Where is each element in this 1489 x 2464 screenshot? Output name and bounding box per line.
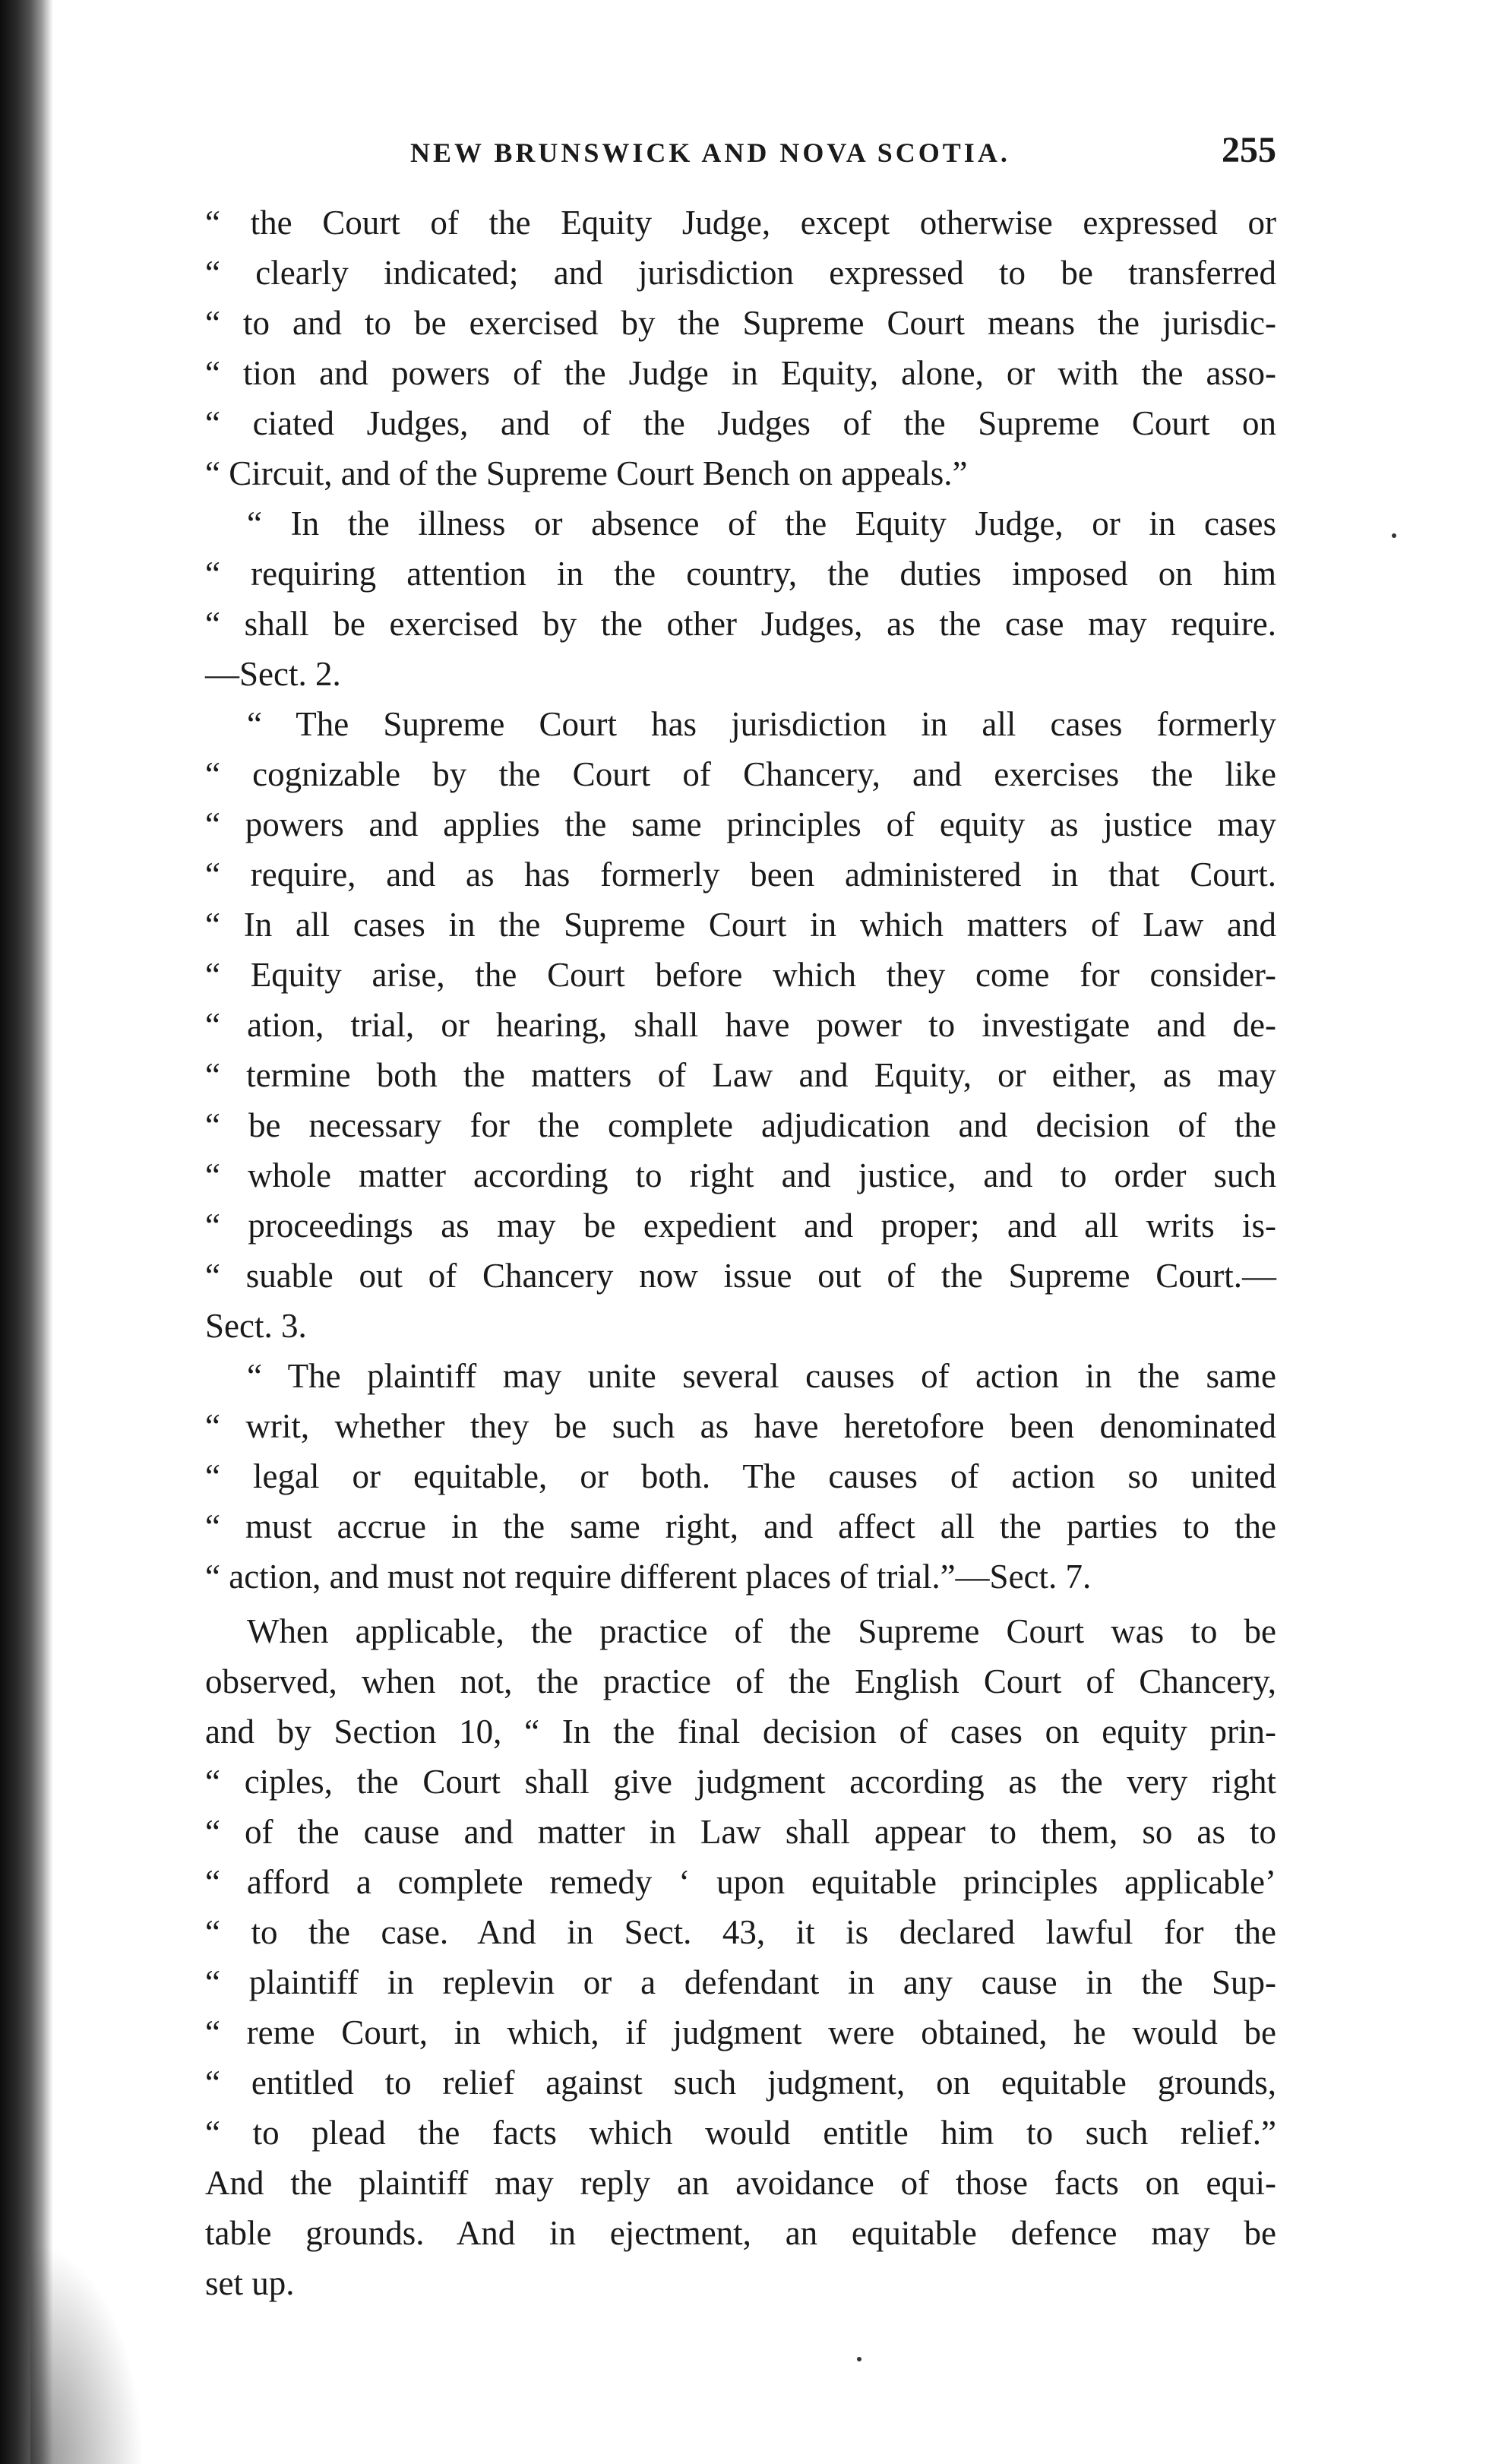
paragraph-1 [205, 198, 1276, 498]
binding-shadow [30, 2241, 144, 2464]
text-line: “ clearly indicated; and jurisdiction expressed to be transferred [205, 254, 1276, 292]
text-line: “ ation, trial, or hearing, shall have power to investigate and de- [205, 1006, 1276, 1044]
text-line: “ reme Court, in which, if judgment were obtained, he would be [205, 2013, 1276, 2051]
text-line: “ the Court of the Equity Judge, except otherwise expressed or [205, 204, 1276, 242]
text-line: “ Equity arise, the Court before which they come for consider- [205, 956, 1276, 994]
book-page [205, 114, 1276, 2308]
text-line: “ In all cases in the Supreme Court in which matters of Law and [205, 906, 1276, 944]
text-line: And the plaintiff may reply an avoidance of those facts on equi- [205, 2164, 1276, 2202]
text-line: “ entitled to relief against such judgment, on equitable grounds, [205, 2064, 1276, 2102]
text-line: “ legal or equitable, or both. The causes of action so united [205, 1457, 1276, 1495]
ink-speck [1392, 533, 1396, 538]
page-number: 255 [1222, 130, 1276, 170]
text-line: table grounds. And in ejectment, an equitable defence may be [205, 2214, 1276, 2252]
paragraph-3 [205, 699, 1276, 1351]
text-line: “ action, and must not require different places of trial.”—Sect. 7. [205, 1558, 1092, 1596]
text-line: “ writ, whether they be such as have heretofore been denominated [205, 1407, 1276, 1445]
text-line: “ to plead the facts which would entitle him to such relief.” [205, 2114, 1276, 2152]
text-line: “ The Supreme Court has jurisdiction in all cases formerly [247, 705, 1276, 743]
ink-speck [857, 2357, 861, 2361]
text-line: “ Circuit, and of the Supreme Court Bench on appeals.” [205, 454, 968, 492]
text-line: “ whole matter according to right and justice, and to order such [205, 1156, 1276, 1194]
text-line: “ termine both the matters of Law and Equity, or either, as may [205, 1056, 1276, 1094]
paragraph-4 [205, 1351, 1276, 1602]
text-line: “ powers and applies the same principles of equity as justice may [205, 805, 1276, 843]
text-line: set up. [205, 2264, 295, 2302]
text-line: “ be necessary for the complete adjudication and decision of the [205, 1106, 1276, 1144]
text-line: “ proceedings as may be expedient and proper; and all writs is- [205, 1207, 1276, 1245]
text-line: “ shall be exercised by the other Judges, as the case may require. [205, 605, 1276, 643]
text-line: “ ciples, the Court shall give judgment according as the very right [205, 1763, 1276, 1801]
text-line: observed, when not, the practice of the English Court of Chancery, [205, 1662, 1276, 1700]
text-line: “ afford a complete remedy ‘ upon equitable principles applicable’ [205, 1863, 1276, 1901]
text-line: Sect. 3. [205, 1307, 307, 1345]
text-line: “ to and to be exercised by the Supreme Court means the jurisdic- [205, 304, 1276, 342]
text-line: “ suable out of Chancery now issue out of the Supreme Court.— [205, 1257, 1276, 1295]
running-head [205, 114, 1276, 198]
text-line: “ of the cause and matter in Law shall appear to them, so as to [205, 1813, 1276, 1851]
text-line: —Sect. 2. [205, 655, 341, 693]
paragraph-2 [205, 498, 1276, 699]
text-line: “ requiring attention in the country, the duties imposed on him [205, 555, 1276, 593]
text-line: “ to the case. And in Sect. 43, it is declared lawful for the [205, 1913, 1276, 1951]
text-line: and by Section 10, “ In the final decision of cases on equity prin- [205, 1713, 1276, 1751]
book-binding-edge [0, 0, 53, 2464]
text-line: “ cognizable by the Court of Chancery, and exercises the like [205, 755, 1276, 793]
text-line: “ ciated Judges, and of the Judges of the Supreme Court on [205, 404, 1276, 442]
text-line: “ must accrue in the same right, and affect all the parties to the [205, 1507, 1276, 1545]
text-line: “ The plaintiff may unite several causes of action in the same [247, 1357, 1276, 1395]
text-line: “ require, and as has formerly been administered in that Court. [205, 856, 1276, 894]
text-line: “ tion and powers of the Judge in Equity, alone, or with the asso- [205, 354, 1276, 392]
paragraph-5 [205, 1606, 1276, 2308]
text-line: “ In the illness or absence of the Equity Judge, or in cases [247, 505, 1276, 542]
text-line: “ plaintiff in replevin or a defendant in any cause in the Sup- [205, 1963, 1276, 2001]
text-line: When applicable, the practice of the Supreme Court was to be [247, 1612, 1276, 1650]
running-title: NEW BRUNSWICK AND NOVA SCOTIA. [410, 138, 1010, 168]
